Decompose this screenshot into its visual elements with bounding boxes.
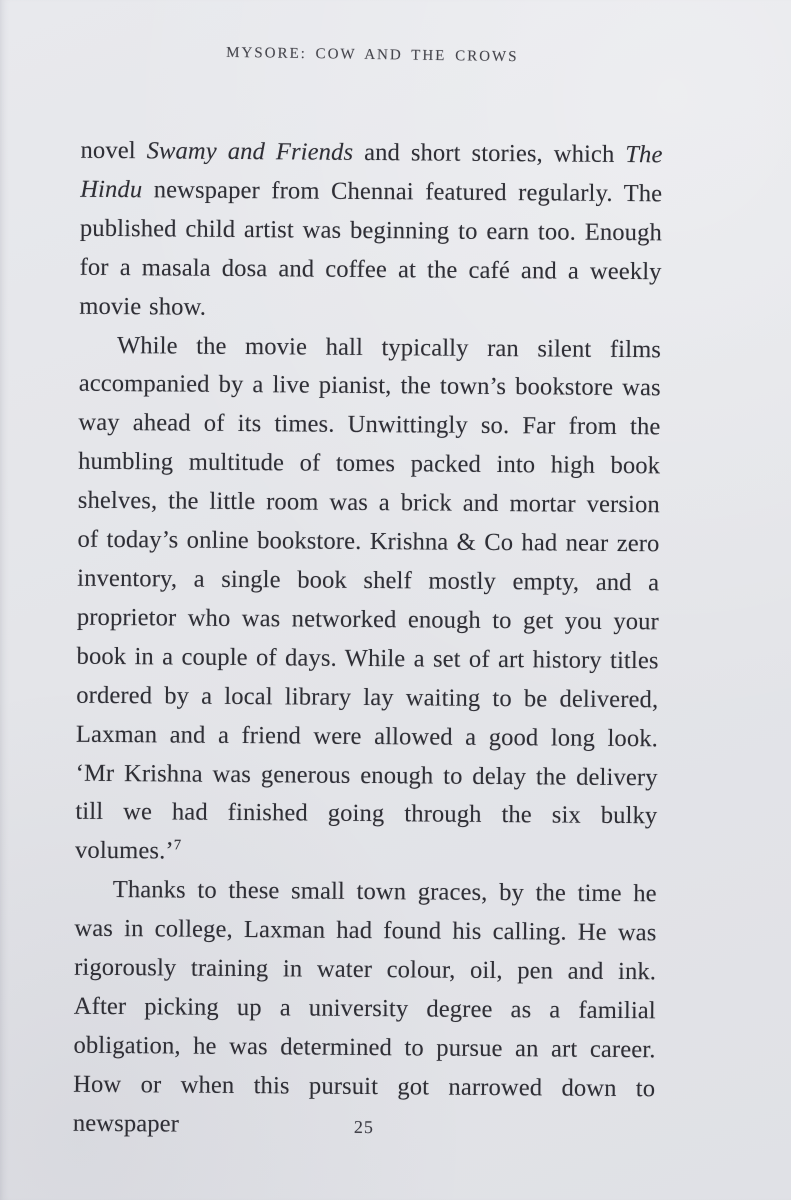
footnote-reference: 7 — [173, 837, 182, 854]
paragraph — [79, 132, 663, 331]
italic-text-segment: Swamy and Friends — [146, 137, 354, 166]
text-segment: novel — [80, 136, 147, 165]
text-segment: While the movie hall typically ran silent films accompanied by a live pianist, the town’s bookstore was way ahead of its times. Unwittingly so. Far from the humbling multitude of tomes packed into high book shelves, the little room was a brick and mortar version of today’s online bookstore. Krishna & Co had near zero inventory, a single book shelf mostly empty, and a proprietor who was networked enough to get you your book in a couple of days. While a set of art history titles ordered by a local library lay waiting to be delivered, Laxman and a friend were allowed a good long look. ‘Mr Krishna was generous enough to delay the delivery till we had finished going through the six bulky volumes.’ — [74, 331, 662, 865]
body-text — [73, 132, 663, 1148]
running-header: MYSORE: COW AND THE CROWS — [226, 44, 519, 66]
page-number: 25 — [353, 1116, 374, 1138]
paragraph — [73, 871, 657, 1148]
page-content — [72, 0, 663, 1200]
text-segment: newspaper from Chennai featured regularly. The published child artist was beginning to earn too. Enough for a masala dosa and coffee at the café and a weekly movie show. — [79, 176, 663, 321]
paragraph — [75, 326, 661, 875]
italic-text-segment: The Hindu — [80, 141, 663, 204]
text-segment: and short stories, which — [353, 138, 626, 169]
text-segment: Thanks to these small town graces, by the time he was in college, Laxman had found his calling. He was rigorously training in water colour, oil, pen and ink. After picking up a university degree as a familial obligation, he was determined to pursue an art career. How or when this pursuit got narrowed down to newspaper — [72, 876, 657, 1138]
